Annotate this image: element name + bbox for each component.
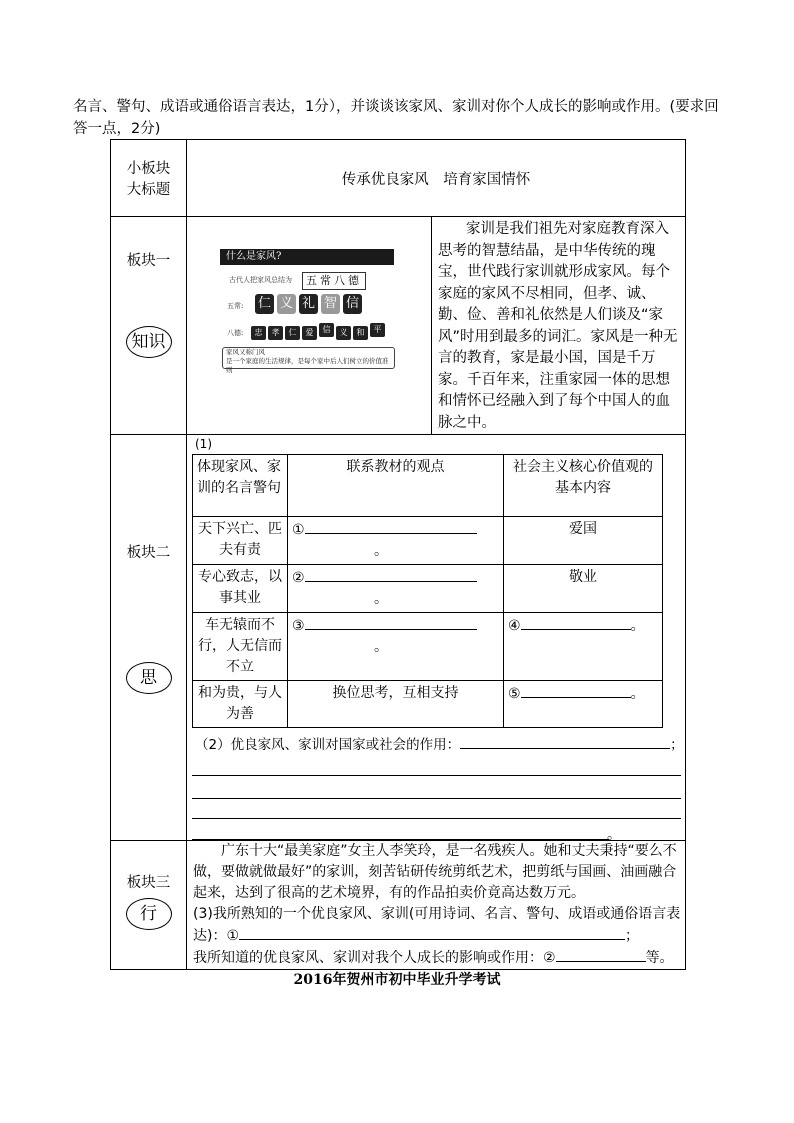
answer-blank[interactable] [556, 947, 646, 962]
q3-a-end: ； [625, 928, 640, 944]
block3-label: 板块三 [126, 875, 171, 891]
bade-char: 信 [319, 323, 334, 337]
q3-b [193, 947, 681, 969]
answer-blank[interactable] [460, 734, 670, 749]
block3-badge: 行 [126, 898, 172, 930]
period: 。 [607, 827, 621, 843]
bade-char: 爱 [302, 326, 317, 340]
period: 。 [630, 686, 645, 702]
view-cell [288, 613, 504, 681]
wuchang-char: 智 [321, 294, 340, 314]
answer-blank[interactable] [305, 615, 477, 630]
bade-char: 义 [336, 326, 351, 340]
bade-label: 八德: [227, 329, 244, 337]
q2-text: （2）优良家风、家训对国家或社会的作用： [195, 737, 461, 753]
answer-blank[interactable] [239, 925, 625, 940]
block3-label-cell [111, 841, 187, 970]
value-number: ④ [508, 618, 521, 634]
answer-blank[interactable] [305, 567, 477, 582]
image-caption: 古代人把家风总结为 [229, 276, 292, 284]
view-number: ② [292, 570, 305, 586]
block2-content [187, 435, 686, 841]
wuchang-char: 信 [343, 294, 362, 314]
value-number: ⑤ [508, 686, 521, 702]
q3-a-text: (3)我所熟知的一个优良家风、家训(可用诗词、名言、警句、成语或通俗语言表达)：① [193, 906, 681, 944]
view-cell [288, 565, 504, 613]
definition-box [222, 347, 395, 374]
intro-text: 名言、警句、成语或通俗语言表达，1分），并谈谈该家风、家训对你个人成长的影响或作用。(要求回答一点，2分) [73, 99, 719, 137]
period: 。 [630, 618, 645, 634]
answer-blank[interactable] [521, 615, 631, 630]
family-style-image [217, 249, 397, 374]
q1-label: (1) [195, 437, 212, 451]
wuchang-char: 礼 [299, 294, 318, 314]
value-cell [504, 681, 663, 728]
value-cell: 敬业 [504, 565, 663, 613]
header-label: 小板块大标题 [126, 161, 171, 198]
block3-content [187, 841, 686, 970]
col-header-value: 社会主义核心价值观的基本内容 [504, 455, 663, 517]
q2-colon: ； [670, 737, 684, 753]
block2-label-cell [111, 435, 187, 841]
answer-line-last [192, 819, 681, 843]
period: 。 [374, 543, 388, 559]
motto-cell: 天下兴亡、匹夫有责 [193, 517, 288, 565]
col-header-view: 联系教材的观点 [288, 455, 504, 517]
q3-a [193, 904, 681, 947]
wuchang-char: 义 [277, 294, 296, 314]
answer-blank[interactable] [521, 683, 631, 698]
answer-line[interactable] [192, 755, 681, 776]
answer-line[interactable] [192, 799, 681, 819]
block1-label: 板块一 [126, 253, 171, 269]
col-header-motto: 体现家风、家训的名言警句 [193, 455, 288, 517]
view-cell: 换位思考，互相支持 [288, 681, 504, 728]
exam-footer: 2016年贺州市初中毕业升学考试 [293, 972, 501, 988]
header-title: 传承优良家风 培育家国情怀 [187, 140, 686, 217]
view-number: ① [292, 522, 305, 538]
q3-b-end: 等。 [645, 950, 674, 966]
image-title: 什么是家风? [220, 249, 394, 265]
answer-line[interactable] [192, 839, 609, 840]
block1-image-cell [187, 217, 432, 435]
motto-cell: 和为贵，与人为善 [193, 681, 288, 728]
value-cell [504, 613, 663, 681]
answer-blank[interactable] [305, 519, 477, 534]
period: 。 [374, 591, 388, 607]
block2-label: 板块二 [126, 545, 171, 561]
wuchang-char: 仁 [255, 294, 274, 314]
block1-label-cell [111, 217, 187, 435]
bade-char: 平 [370, 323, 385, 337]
bade-char: 忠 [251, 326, 266, 340]
wuchang-label: 五常: [227, 302, 244, 310]
bade-char: 仁 [285, 326, 300, 340]
block1-paragraph: 家训是我们祖先对家庭教育深入思考的智慧结晶，是中华传统的瑰宝，世代践行家训就形成家风。每个家庭的家风不尽相同，但孝、诚、勤、俭、善和礼依然是人们谈及“家风”时用到最多的词汇。家风是一种无言的教育，家是最小国，国是千万家。千百年来，注重家园一体的思想和情怀已经融入到了每个中国人的血脉之中。 [438, 221, 678, 431]
period: 。 [374, 639, 388, 655]
q2-line [187, 728, 685, 755]
values-table [192, 454, 663, 728]
definition-title: 家风又称门风 [226, 348, 265, 356]
worksheet-table [110, 139, 686, 970]
wuchang-bade: 五常八德 [302, 272, 366, 290]
answer-line[interactable] [192, 776, 681, 799]
motto-cell: 专心致志，以事其业 [193, 565, 288, 613]
bade-char: 和 [353, 326, 368, 340]
bade-char: 孝 [268, 326, 283, 340]
header-label-cell [111, 140, 187, 217]
block1-badge: 知识 [126, 326, 172, 358]
motto-cell: 车无辕而不行，人无信而不立 [193, 613, 288, 681]
view-number: ③ [292, 618, 305, 634]
block3-paragraph: 广东十大“最美家庭”女主人李笑玲，是一名残疾人。她和丈夫秉持“要么不做，要做就做最好”的家训，刻苦钻研传统剪纸艺术，把剪纸与国画、油画融合起来，达到了很高的艺术境界，有的作品拍卖价竟高达数万元。 [193, 843, 677, 901]
block2-badge: 思 [126, 662, 172, 694]
view-cell [288, 517, 504, 565]
value-cell: 爱国 [504, 517, 663, 565]
definition-text: 是一个家庭的生活规律，是每个家中后人们树立的价值准则 [226, 357, 389, 374]
block1-text [432, 217, 686, 435]
q3-b-text: 我所知道的优良家风、家训对我个人成长的影响或作用：② [193, 950, 556, 966]
